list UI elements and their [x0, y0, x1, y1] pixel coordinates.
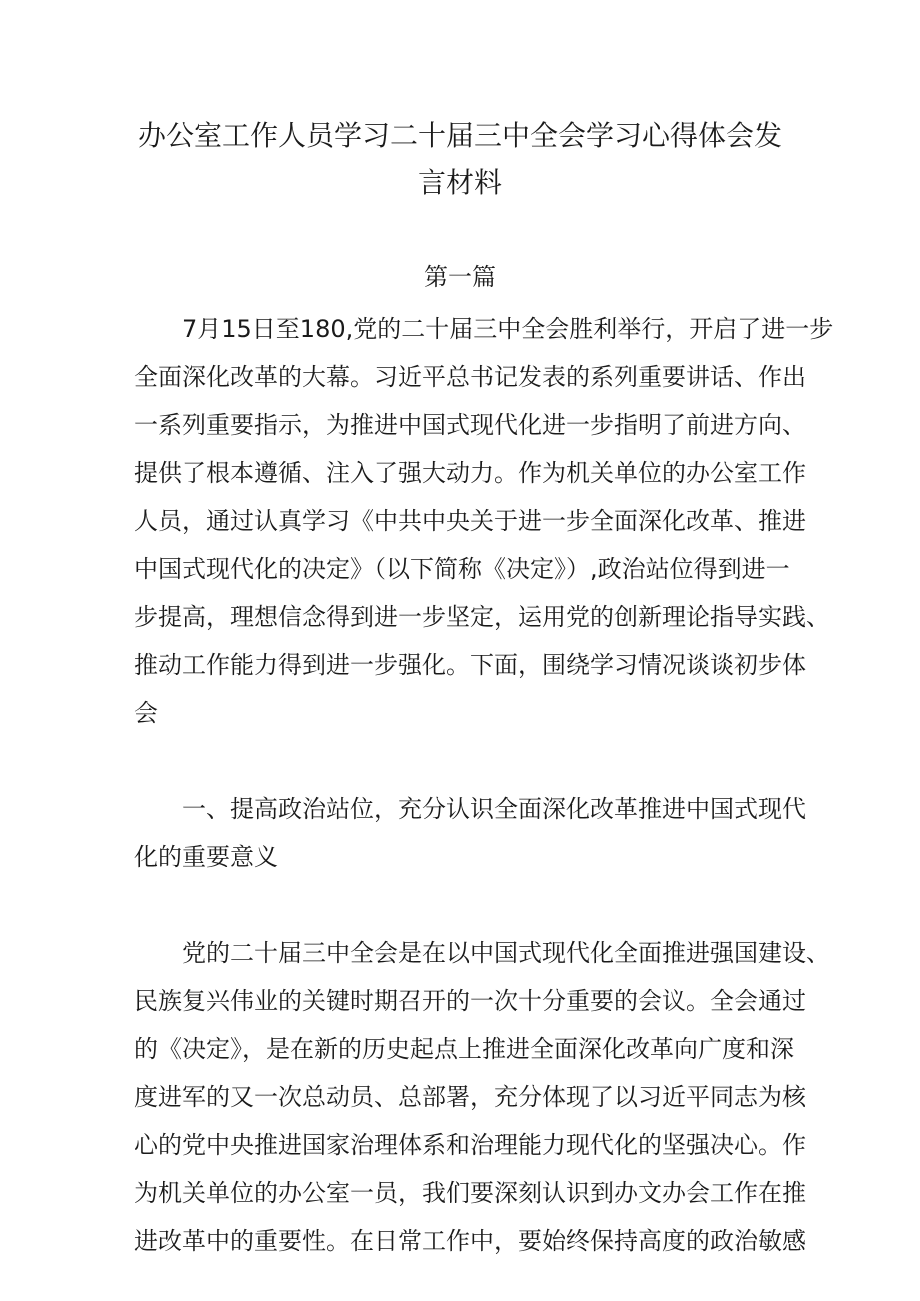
paragraph-line: 心的党中央推进国家治理体系和治理能力现代化的坚强决心。作 — [134, 1131, 806, 1159]
document-title — [134, 112, 786, 206]
paragraph-line: 人员，通过认真学习《中共中央关于进一步全面深化改革、推进 — [134, 507, 806, 535]
paragraph-line: 全面深化改革的大幕。习近平总书记发表的系列重要讲话、作出 — [134, 363, 806, 391]
paragraph-line: 推动工作能力得到进一步强化。下面，围绕学习情况谈谈初步体 — [134, 651, 806, 679]
paragraph-line: 提供了根本遵循、注入了强大动力。作为机关单位的办公室工作 — [134, 459, 806, 487]
section-heading-1 — [134, 785, 806, 881]
paragraph-1 — [134, 305, 834, 737]
paragraph-line: 7月15日至180,党的二十届三中全会胜利举行，开启了进一步 — [182, 315, 834, 343]
paragraph-gap — [134, 881, 794, 929]
paragraph-gap — [134, 737, 794, 785]
title-line-2: 言材料 — [417, 166, 502, 199]
title-line-1: 办公室工作人员学习二十届三中全会学习心得体会发 — [137, 119, 782, 152]
paragraph-line: 民族复兴伟业的关键时期召开的一次十分重要的会议。全会通过 — [134, 987, 806, 1015]
paragraph-line: 会 — [134, 699, 158, 727]
paragraph-line: 度进军的又一次总动员、总部署，充分体现了以习近平同志为核 — [134, 1083, 806, 1111]
section-label: 第一篇 — [424, 263, 496, 291]
paragraph-line: 步提高，理想信念得到进一步坚定，运用党的创新理论指导实践、 — [134, 603, 830, 631]
paragraph-line: 进改革中的重要性。在日常工作中，要始终保持高度的政治敏感 — [134, 1227, 806, 1255]
heading-line: 化的重要意义 — [134, 843, 278, 871]
paragraph-line: 为机关单位的办公室一员，我们要深刻认识到办文办会工作在推 — [134, 1179, 806, 1207]
paragraph-line: 中国式现代化的决定》（以下简称《决定》）,政治站位得到进一 — [134, 555, 790, 583]
paragraph-line: 党的二十届三中全会是在以中国式现代化全面推进强国建设、 — [182, 939, 830, 967]
document-body — [134, 305, 834, 1265]
paragraph-line: 的《决定》，是在新的历史起点上推进全面深化改革向广度和深 — [134, 1035, 794, 1063]
paragraph-line: 一系列重要指示，为推进中国式现代化进一步指明了前进方向、 — [134, 411, 806, 439]
paragraph-2 — [134, 929, 830, 1265]
heading-line: 一、提高政治站位，充分认识全面深化改革推进中国式现代 — [182, 795, 806, 823]
